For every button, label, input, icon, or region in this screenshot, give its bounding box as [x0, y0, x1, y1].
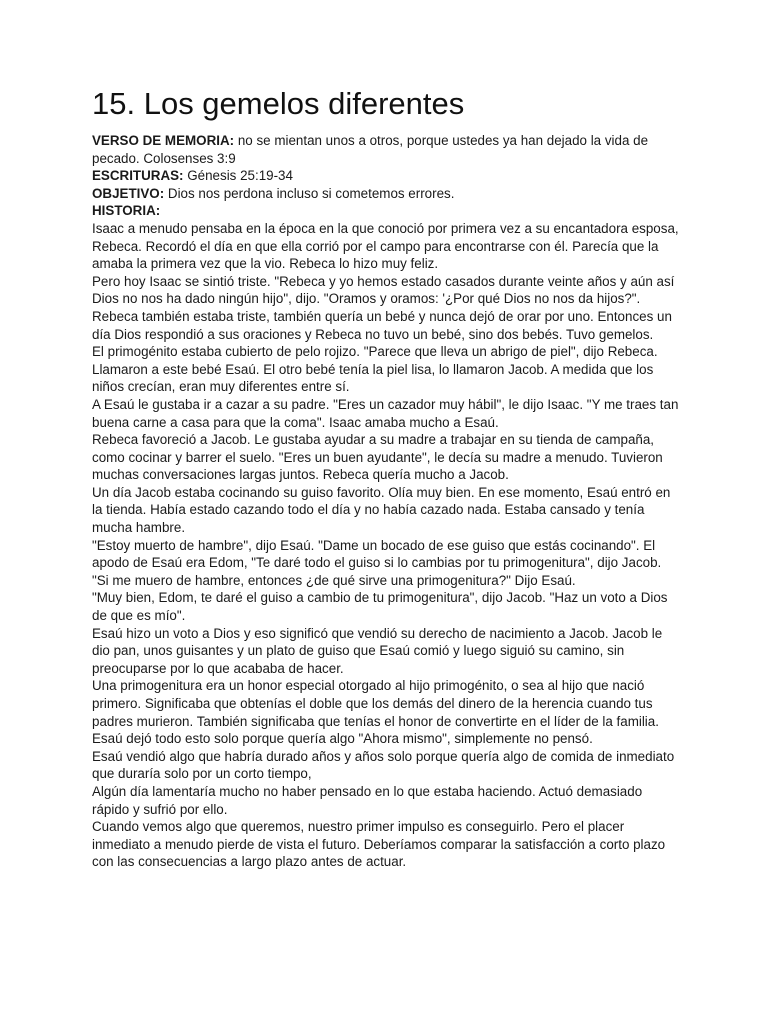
story-paragraph: "Si me muero de hambre, entonces ¿de qué sirve una primogenitura?" Dijo Esaú.: [92, 572, 576, 588]
story-paragraph: A Esaú le gustaba ir a cazar a su padre. "Eres un cazador muy hábil", le dijo Isaac. "Y me traes tan buena carne a casa para que la coma". Isaac amaba mucho a Esaú.: [92, 396, 679, 430]
scriptures-label: ESCRITURAS:: [92, 168, 184, 184]
story-paragraph: Pero hoy Isaac se sintió triste. "Rebeca y yo hemos estado casados durante veinte años y aún así Dios no nos ha dado ningún hijo", dijo. "Oramos y oramos: '¿Por qué Dios no nos da hijos?". Rebeca también estaba triste, también quería un bebé y nunca dejó de orar por uno. Entonces un día Dios respondió a sus oraciones y Rebeca no tuvo un bebé, sino dos bebés. Tuvo gemelos.: [92, 273, 675, 342]
story-paragraph: Esaú vendió algo que habría durado años y años solo porque quería algo de comida de inmediato que duraría solo por un corto tiempo,: [92, 748, 675, 782]
story-label: HISTORIA:: [92, 203, 161, 219]
story-paragraph: Un día Jacob estaba cocinando su guiso favorito. Olía muy bien. En ese momento, Esaú entró en la tienda. Había estado cazando todo el día y no había cazado nada. Estaba cansado y tenía mucha hambre.: [92, 484, 671, 536]
memory-verse: [92, 132, 682, 167]
scriptures-text: Génesis 25:19-34: [187, 168, 293, 184]
document-page: [92, 84, 682, 871]
document-title: 15. Los gemelos diferentes: [92, 86, 465, 121]
scriptures: [92, 167, 682, 185]
story-paragraph: Rebeca favoreció a Jacob. Le gustaba ayudar a su madre a trabajar en su tienda de campaña, como cocinar y barrer el suelo. "Eres un buen ayudante", le decía su madre a menudo. Tuvieron muchas conversaciones largas juntos. Rebeca quería mucho a Jacob.: [92, 432, 663, 483]
story-paragraph: Esaú dejó todo esto solo porque quería algo "Ahora mismo", simplemente no pensó.: [92, 731, 593, 747]
story-paragraph: Isaac a menudo pensaba en la época en la que conoció por primera vez a su encantadora esposa, Rebeca. Recordó el día en que ella corrió por el campo para encontrarse con él. Parecía que la amaba la primera vez que la vio. Rebeca lo hizo muy feliz.: [92, 220, 679, 272]
objective: [92, 185, 682, 203]
objective-text: Dios nos perdona incluso si cometemos errores.: [167, 185, 455, 201]
story-paragraph: Algún día lamentaría mucho no haber pensado en lo que estaba haciendo. Actuó demasiado rápido y sufrió por ello.: [92, 783, 643, 817]
memory-verse-text: no se mientan unos a otros, porque ustedes ya han dejado la vida de pecado. Colosenses 3:9: [92, 133, 649, 166]
story-paragraph: Esaú hizo un voto a Dios y eso significó que vendió su derecho de nacimiento a Jacob. Jacob le dio pan, unos guisantes y un plato de guiso que Esaú comió y luego siguió su camino, sin preocuparse por lo que acababa de hacer.: [92, 625, 663, 676]
story-paragraph: Una primogenitura era un honor especial otorgado al hijo primogénito, o sea al hijo que nació primero. Significaba que obtenías el doble que los demás del dinero de la herencia cuando tus padres murieron. También significaba que tenías el honor de convertirte en el líder de la familia.: [92, 678, 659, 729]
objective-label: OBJETIVO:: [92, 185, 165, 201]
story-paragraph: "Estoy muerto de hambre", dijo Esaú. "Dame un bocado de ese guiso que estás cocinando". El apodo de Esaú era Edom, "Te daré todo el guiso si lo cambias por tu primogenitura", dijo Jacob.: [92, 537, 662, 571]
memory-verse-label: VERSO DE MEMORIA:: [92, 133, 235, 148]
story-paragraph: "Muy bien, Edom, te daré el guiso a cambio de tu primogenitura", dijo Jacob. "Haz un voto a Dios de que es mío".: [92, 590, 668, 624]
story-paragraph: El primogénito estaba cubierto de pelo rojizo. "Parece que lleva un abrigo de piel", dijo Rebeca. Llamaron a este bebé Esaú. El otro bebé tenía la piel lisa, lo llamaron Jacob. A medida que los niños crecían, eran muy diferentes entre sí.: [92, 344, 658, 395]
story-body: [92, 220, 682, 871]
story-paragraph: Cuando vemos algo que queremos, nuestro primer impulso es conseguirlo. Pero el placer inmediato a menudo pierde de vista el futuro. Deberíamos comparar la satisfacción a corto plazo con las consecuencias a largo plazo antes de actuar.: [92, 819, 666, 870]
